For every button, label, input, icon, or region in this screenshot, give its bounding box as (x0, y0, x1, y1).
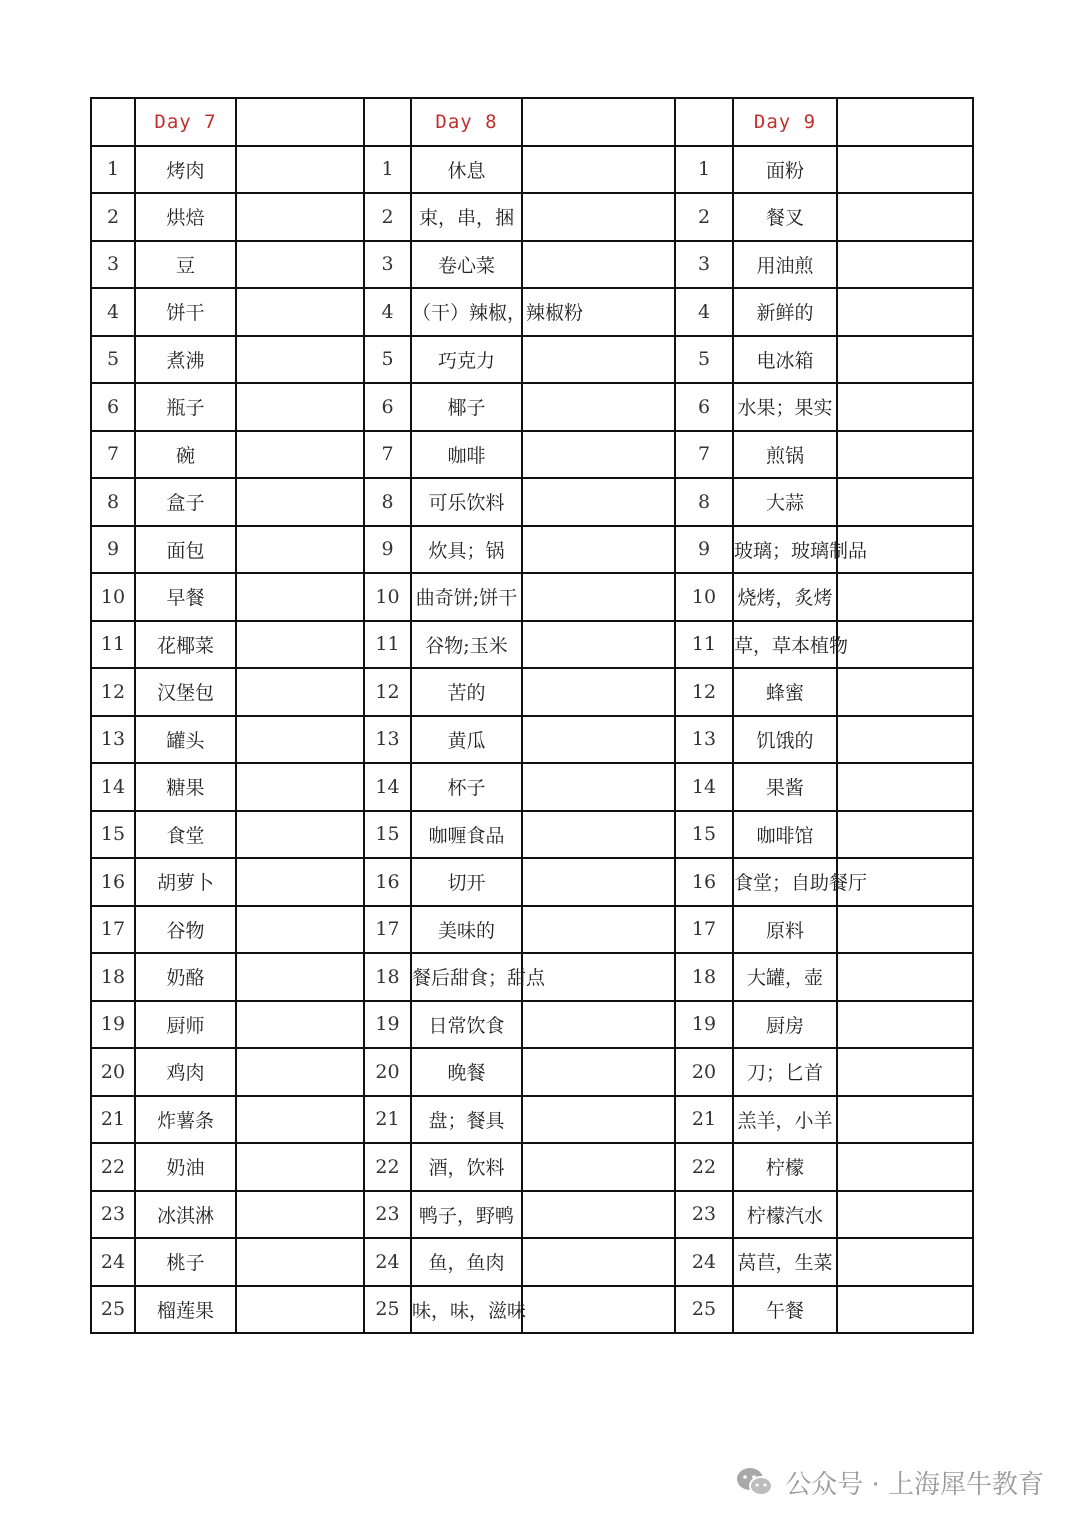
day-7-word: 煮沸 (135, 336, 236, 384)
day-7-word: 饼干 (135, 288, 236, 336)
blank-cell (837, 668, 973, 716)
day-7-word: 瓶子 (135, 383, 236, 431)
day-8-word: 酒，饮料 (411, 1143, 522, 1191)
row-number: 11 (364, 621, 411, 669)
blank-cell (236, 1096, 364, 1144)
blank-cell (522, 336, 675, 384)
row-number: 3 (364, 241, 411, 289)
blank-cell (837, 621, 973, 669)
blank-cell (837, 336, 973, 384)
day-9-word: 用油煎 (733, 241, 837, 289)
table-row (91, 1048, 973, 1096)
blank-cell (236, 763, 364, 811)
blank-cell (236, 336, 364, 384)
day-8-word: 味，味，滋味 (411, 1286, 522, 1334)
row-number: 16 (91, 858, 135, 906)
day-8-word: 鱼，鱼肉 (411, 1238, 522, 1286)
blank-cell (675, 98, 733, 146)
table-row (91, 621, 973, 669)
day-9-word: 柠檬 (733, 1143, 837, 1191)
blank-cell (522, 763, 675, 811)
row-number: 11 (675, 621, 733, 669)
day-7-header: Day 7 (135, 98, 236, 146)
day-7-word: 烘焙 (135, 193, 236, 241)
blank-cell (236, 478, 364, 526)
day-8-word: 日常饮食 (411, 1001, 522, 1049)
row-number: 21 (91, 1096, 135, 1144)
row-number: 25 (91, 1286, 135, 1334)
row-number: 8 (91, 478, 135, 526)
blank-cell (236, 573, 364, 621)
blank-cell (522, 1048, 675, 1096)
row-number: 15 (675, 811, 733, 859)
day-9-word: 咖啡馆 (733, 811, 837, 859)
day-8-word: 餐后甜食；甜点 (411, 953, 522, 1001)
day-7-word: 奶油 (135, 1143, 236, 1191)
blank-cell (522, 858, 675, 906)
day-8-word: 咖啡 (411, 431, 522, 479)
day-9-word: 草，草本植物 (733, 621, 837, 669)
day-9-word: 原料 (733, 906, 837, 954)
day-8-word: 美味的 (411, 906, 522, 954)
row-number: 12 (364, 668, 411, 716)
table-row (91, 716, 973, 764)
row-number: 14 (675, 763, 733, 811)
row-number: 4 (91, 288, 135, 336)
day-9-word: 果酱 (733, 763, 837, 811)
header-row (91, 98, 973, 146)
day-7-word: 鸡肉 (135, 1048, 236, 1096)
row-number: 12 (91, 668, 135, 716)
day-7-word: 冰淇淋 (135, 1191, 236, 1239)
blank-cell (236, 146, 364, 194)
row-number: 13 (675, 716, 733, 764)
row-number: 16 (675, 858, 733, 906)
day-8-word: 谷物;玉米 (411, 621, 522, 669)
day-7-word: 谷物 (135, 906, 236, 954)
row-number: 1 (364, 146, 411, 194)
blank-cell (522, 1191, 675, 1239)
row-number: 17 (364, 906, 411, 954)
row-number: 21 (675, 1096, 733, 1144)
day-8-word: 炊具；锅 (411, 526, 522, 574)
row-number: 17 (91, 906, 135, 954)
day-9-word: 莴苣，生菜 (733, 1238, 837, 1286)
blank-cell (522, 241, 675, 289)
row-number: 22 (675, 1143, 733, 1191)
day-9-word: 午餐 (733, 1286, 837, 1334)
day-9-word: 烧烤，炙烤 (733, 573, 837, 621)
row-number: 2 (91, 193, 135, 241)
row-number: 7 (364, 431, 411, 479)
row-number: 1 (91, 146, 135, 194)
day-9-word: 蜂蜜 (733, 668, 837, 716)
day-7-word: 奶酪 (135, 953, 236, 1001)
day-9-word: 刀；匕首 (733, 1048, 837, 1096)
day-8-word: 切开 (411, 858, 522, 906)
table-row (91, 906, 973, 954)
blank-cell (837, 573, 973, 621)
blank-cell (837, 1238, 973, 1286)
table-row (91, 336, 973, 384)
blank-cell (837, 1096, 973, 1144)
blank-cell (522, 1238, 675, 1286)
row-number: 10 (91, 573, 135, 621)
day-8-word: 休息 (411, 146, 522, 194)
day-9-word: 大罐，壶 (733, 953, 837, 1001)
blank-cell (522, 906, 675, 954)
blank-cell (837, 288, 973, 336)
blank-cell (236, 1001, 364, 1049)
blank-cell (236, 906, 364, 954)
row-number: 25 (675, 1286, 733, 1334)
table-row (91, 1143, 973, 1191)
row-number: 9 (675, 526, 733, 574)
blank-cell (236, 1286, 364, 1334)
row-number: 7 (675, 431, 733, 479)
row-number: 15 (91, 811, 135, 859)
table-row (91, 668, 973, 716)
day-7-word: 桃子 (135, 1238, 236, 1286)
row-number: 6 (364, 383, 411, 431)
footer-watermark (735, 1462, 1044, 1502)
blank-cell (522, 811, 675, 859)
row-number: 1 (675, 146, 733, 194)
day-8-word: 鸭子，野鸭 (411, 1191, 522, 1239)
row-number: 19 (364, 1001, 411, 1049)
blank-cell (236, 1048, 364, 1096)
blank-cell (837, 763, 973, 811)
blank-cell (236, 953, 364, 1001)
row-number: 9 (91, 526, 135, 574)
blank-cell (522, 573, 675, 621)
blank-cell (837, 1143, 973, 1191)
table-row (91, 953, 973, 1001)
day-7-word: 榴莲果 (135, 1286, 236, 1334)
row-number: 11 (91, 621, 135, 669)
row-number: 25 (364, 1286, 411, 1334)
row-number: 17 (675, 906, 733, 954)
table-row (91, 1191, 973, 1239)
row-number: 10 (675, 573, 733, 621)
blank-cell (837, 1048, 973, 1096)
day-8-word: 卷心菜 (411, 241, 522, 289)
row-number: 22 (91, 1143, 135, 1191)
row-number: 8 (364, 478, 411, 526)
day-7-word: 烤肉 (135, 146, 236, 194)
blank-cell (522, 98, 675, 146)
day-7-word: 面包 (135, 526, 236, 574)
row-number: 21 (364, 1096, 411, 1144)
blank-cell (837, 241, 973, 289)
day-7-word: 汉堡包 (135, 668, 236, 716)
blank-cell (837, 1191, 973, 1239)
table-row (91, 858, 973, 906)
blank-cell (522, 193, 675, 241)
day-8-word: 盘；餐具 (411, 1096, 522, 1144)
table-row (91, 146, 973, 194)
row-number: 5 (675, 336, 733, 384)
row-number: 12 (675, 668, 733, 716)
blank-cell (522, 146, 675, 194)
day-8-word: 咖喱食品 (411, 811, 522, 859)
table-row (91, 811, 973, 859)
blank-cell (837, 98, 973, 146)
blank-cell (837, 906, 973, 954)
row-number: 20 (364, 1048, 411, 1096)
blank-cell (236, 858, 364, 906)
row-number: 20 (91, 1048, 135, 1096)
blank-cell (236, 668, 364, 716)
blank-cell (522, 668, 675, 716)
row-number: 2 (364, 193, 411, 241)
day-8-header: Day 8 (411, 98, 522, 146)
footer-text: 公众号 · 上海犀牛教育 (785, 1469, 1044, 1500)
blank-cell (236, 383, 364, 431)
row-number: 14 (364, 763, 411, 811)
row-number: 18 (91, 953, 135, 1001)
day-7-word: 炸薯条 (135, 1096, 236, 1144)
vocabulary-table (90, 97, 974, 1334)
row-number: 2 (675, 193, 733, 241)
blank-cell (837, 716, 973, 764)
day-8-word: 可乐饮料 (411, 478, 522, 526)
blank-cell (522, 1001, 675, 1049)
day-9-word: 煎锅 (733, 431, 837, 479)
table-row (91, 1001, 973, 1049)
row-number: 13 (364, 716, 411, 764)
blank-cell (522, 1286, 675, 1334)
day-9-word: 大蒜 (733, 478, 837, 526)
row-number: 10 (364, 573, 411, 621)
blank-cell (522, 1143, 675, 1191)
blank-cell (837, 146, 973, 194)
row-number: 24 (675, 1238, 733, 1286)
table-row (91, 573, 973, 621)
wechat-icon (735, 1465, 775, 1499)
row-number: 6 (91, 383, 135, 431)
table-row (91, 526, 973, 574)
day-8-word: 杯子 (411, 763, 522, 811)
day-9-word: 新鲜的 (733, 288, 837, 336)
row-number: 23 (91, 1191, 135, 1239)
day-8-word: 晚餐 (411, 1048, 522, 1096)
row-number: 24 (364, 1238, 411, 1286)
blank-cell (236, 431, 364, 479)
day-8-word: 椰子 (411, 383, 522, 431)
blank-cell (364, 98, 411, 146)
table-row (91, 288, 973, 336)
blank-cell (236, 526, 364, 574)
blank-cell (236, 1191, 364, 1239)
row-number: 8 (675, 478, 733, 526)
day-7-word: 食堂 (135, 811, 236, 859)
day-9-word: 餐叉 (733, 193, 837, 241)
row-number: 20 (675, 1048, 733, 1096)
row-number: 19 (91, 1001, 135, 1049)
blank-cell (837, 1286, 973, 1334)
blank-cell (236, 1238, 364, 1286)
day-7-word: 豆 (135, 241, 236, 289)
row-number: 3 (91, 241, 135, 289)
table-row (91, 1286, 973, 1334)
row-number: 18 (675, 953, 733, 1001)
row-number: 14 (91, 763, 135, 811)
blank-cell (522, 1096, 675, 1144)
day-9-word: 厨房 (733, 1001, 837, 1049)
blank-cell (236, 716, 364, 764)
blank-cell (837, 193, 973, 241)
day-8-word: 苦的 (411, 668, 522, 716)
blank-cell (236, 1143, 364, 1191)
day-8-word: 曲奇饼;饼干 (411, 573, 522, 621)
row-number: 6 (675, 383, 733, 431)
day-9-word: 玻璃；玻璃制品 (733, 526, 837, 574)
row-number: 24 (91, 1238, 135, 1286)
blank-cell (236, 193, 364, 241)
table-row (91, 1096, 973, 1144)
table-row (91, 763, 973, 811)
blank-cell (236, 241, 364, 289)
row-number: 13 (91, 716, 135, 764)
day-9-word: 食堂；自助餐厅 (733, 858, 837, 906)
day-7-word: 厨师 (135, 1001, 236, 1049)
day-9-word: 面粉 (733, 146, 837, 194)
day-7-word: 早餐 (135, 573, 236, 621)
blank-cell (522, 383, 675, 431)
blank-cell (91, 98, 135, 146)
row-number: 16 (364, 858, 411, 906)
blank-cell (522, 621, 675, 669)
day-8-word: 巧克力 (411, 336, 522, 384)
row-number: 18 (364, 953, 411, 1001)
day-9-header: Day 9 (733, 98, 837, 146)
row-number: 5 (91, 336, 135, 384)
blank-cell (236, 288, 364, 336)
row-number: 15 (364, 811, 411, 859)
row-number: 4 (675, 288, 733, 336)
table-row (91, 478, 973, 526)
table-row (91, 383, 973, 431)
table-row (91, 1238, 973, 1286)
blank-cell (837, 383, 973, 431)
day-7-word: 花椰菜 (135, 621, 236, 669)
day-7-word: 糖果 (135, 763, 236, 811)
row-number: 23 (364, 1191, 411, 1239)
day-9-word: 水果；果实 (733, 383, 837, 431)
blank-cell (837, 1001, 973, 1049)
blank-cell (522, 526, 675, 574)
day-7-word: 盒子 (135, 478, 236, 526)
table-row (91, 193, 973, 241)
day-8-word: 黄瓜 (411, 716, 522, 764)
blank-cell (236, 98, 364, 146)
table-row (91, 431, 973, 479)
blank-cell (837, 478, 973, 526)
row-number: 22 (364, 1143, 411, 1191)
blank-cell (236, 621, 364, 669)
blank-cell (522, 478, 675, 526)
row-number: 4 (364, 288, 411, 336)
blank-cell (236, 811, 364, 859)
table-row (91, 241, 973, 289)
blank-cell (837, 953, 973, 1001)
row-number: 7 (91, 431, 135, 479)
day-8-word: （干）辣椒，辣椒粉 (411, 288, 522, 336)
blank-cell (522, 431, 675, 479)
row-number: 9 (364, 526, 411, 574)
blank-cell (837, 811, 973, 859)
row-number: 23 (675, 1191, 733, 1239)
day-8-word: 束，串，捆 (411, 193, 522, 241)
day-9-word: 羔羊，小羊 (733, 1096, 837, 1144)
row-number: 3 (675, 241, 733, 289)
day-9-word: 饥饿的 (733, 716, 837, 764)
row-number: 5 (364, 336, 411, 384)
blank-cell (522, 716, 675, 764)
row-number: 19 (675, 1001, 733, 1049)
day-7-word: 罐头 (135, 716, 236, 764)
day-7-word: 碗 (135, 431, 236, 479)
day-9-word: 柠檬汽水 (733, 1191, 837, 1239)
day-9-word: 电冰箱 (733, 336, 837, 384)
blank-cell (837, 431, 973, 479)
day-7-word: 胡萝卜 (135, 858, 236, 906)
